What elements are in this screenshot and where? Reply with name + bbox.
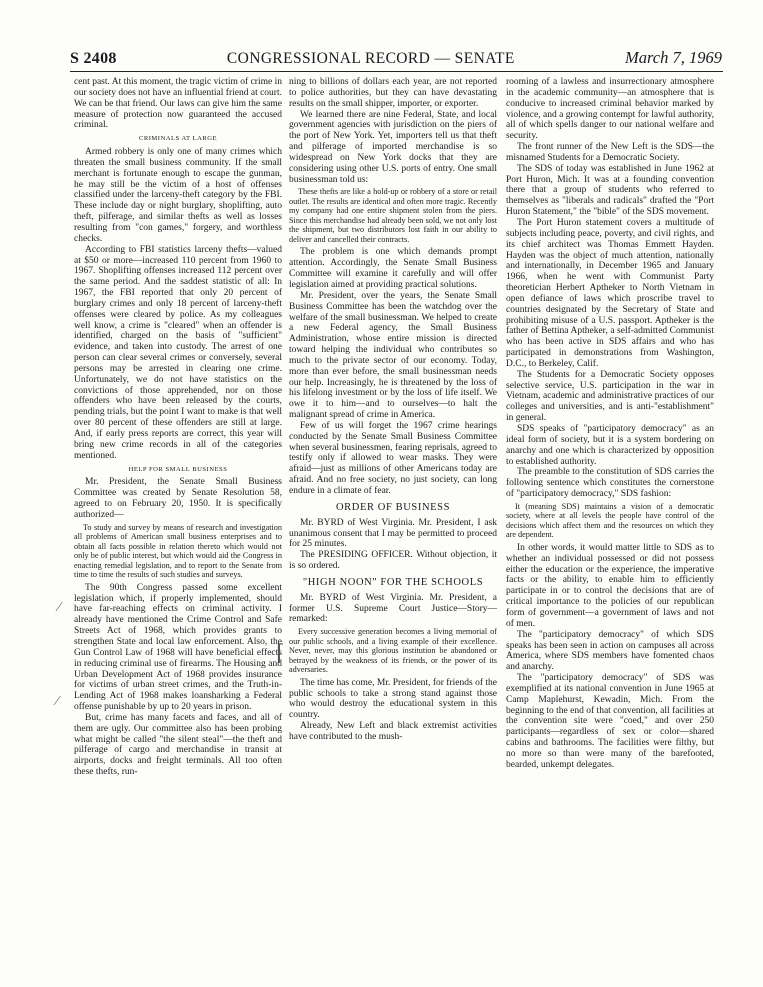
paragraph: The PRESIDING OFFICER. Without objection, it is so ordered.	[289, 550, 497, 572]
block-quote: It (meaning SDS) maintains a vision of a democratic society, where at all levels the people have control of the decisions which affect them and the resources on which they are dependent.	[506, 501, 714, 540]
paragraph: The front runner of the New Left is the SDS—the misnamed Students for a Democratic Society.	[506, 142, 714, 163]
section-subhead: CRIMINALS AT LARGE	[138, 135, 218, 143]
publication-title: CONGRESSIONAL RECORD — SENATE	[226, 50, 515, 67]
section-heading: "HIGH NOON" FOR THE SCHOOLS	[302, 576, 484, 588]
paragraph: Armed robbery is only one of many crimes which threaten the small business community. If the small merchant is fortunate enough to escape the gunman, he may still be the victim of a host of offenses classified under the larceny-theft category by the FBI. These include day or night burglary, shoplifting, auto theft, pilferage, and similar thefts as well as losses resulting from "con games," forgery, and worthless checks.	[74, 147, 282, 244]
paragraph: Mr. President, the Senate Small Business Committee was created by Senate Resolution 58, agreed to on February 20, 1950. It is specifically authorized—	[74, 477, 282, 520]
paragraph: According to FBI statistics larceny thefts—valued at $50 or more—increased 110 percent from 1960 to 1967. Shoplifting offenses increased 112 percent over the same period. And the saddest statistic of all: In 1967, the FBI reported that only 20 percent of burglary crimes and only 18 percent of larceny-theft offenses were cleared by police. As my colleagues well know, a crime is "cleared" when an offender is identified, charged on the basis of "sufficient" evidence, and taken into custody. The arrest of one person can clear several crimes or conversely, several persons may be arrested in clearing one crime. Unfortunately, we do not have statistics on the convictions of those apprehended, nor on those offenders who have been released by the courts, pending trials, but the point I want to make is that well over 80 percent of these offenders are still at large. And, if early press reports are correct, this year will bring new crime records in all of the categories mentioned.	[74, 244, 282, 461]
block-quote: Every successive generation becomes a living memorial of our public schools, and a living example of their excellence. Never, never, may this glorious institution be abandoned or betrayed by the weakness of its friends, or the power of its adversaries.	[289, 627, 497, 675]
paragraph: SDS speaks of "participatory democracy" as an ideal form of society, but it is a system bordering on anarchy and one which is characterized by opposition to established authority.	[506, 424, 714, 467]
page-number: S 2408	[70, 50, 117, 67]
text-column-2	[289, 77, 497, 977]
margin-bracket-mark: ⌈	[276, 640, 285, 665]
block-quote: These thefts are like a hold-up or robbery of a store or retail outlet. The results are identical and often more tragic. Recently my company had one entire shipment stolen from the piers. Since this merchandise had already been sold, we not only lost the shipment, but two distributors lost faith in our ability to deliver and cancelled their contracts.	[289, 187, 497, 244]
paragraph: But, crime has many facets and faces, and all of them are ugly. Our committee also has been probing what might be called "the silent steal"—the theft and pilferage of cargo and merchandise in transit at airports, docks and freight terminals. All too often these thefts, run-	[74, 712, 282, 778]
paragraph: The SDS of today was established in June 1962 at Port Huron, Mich. It was at a founding convention there that a group of students who referred to themselves as "liberals and radicals" drafted the "Port Huron Statement," the "bible" of the SDS movement.	[506, 163, 714, 218]
paragraph: cent past. At this moment, the tragic victim of crime in our society does not have an influential friend at court. We can be that friend. Our laws can give him the same measure of protection now guaranteed the accused criminal.	[74, 77, 282, 131]
paragraph: The time has come, Mr. President, for friends of the public schools to take a strong stand against those who would destroy the educational system in this country.	[289, 677, 497, 721]
paragraph: The Port Huron statement covers a multitude of subjects including peace, poverty, and civil rights, and its chief architect was Thomas Emmett Hayden. Hayden was the object of much attention, nationally and internationally, in December 1965 and January 1966, when he went with Communist Party theoretician Herbert Aptheker to North Vietnam in open defiance of laws which proscribe travel to countries designated by the Secretary of State and prohibiting misuse of a U.S. passport. Aptheker is the father of Bettina Aptheker, a self-admitted Communist who has been active in SDS affairs and who has participated in demonstrations from Washington, D.C., to Berkeley, Calif.	[506, 217, 714, 369]
section-subhead: HELP FOR SMALL BUSINESS	[128, 465, 228, 473]
margin-mark: ⁄	[56, 694, 59, 709]
paragraph: In other words, it would matter little to SDS as to whether an individual possessed or did not possess either the education or the experience, the imperative facts or the ability, to enable him to efficiently participate in or to control the decisions that are of critical importance to the policies of our republican form of government—a government of laws and not of men.	[506, 542, 714, 629]
page-header	[70, 48, 722, 70]
section-heading: ORDER OF BUSINESS	[335, 501, 451, 513]
margin-mark: ⁄	[58, 600, 61, 615]
paragraph: We learned there are nine Federal, State, and local government agencies with jurisdiction on the piers of the port of New York. Yet, importers tell us that theft and pilferage of imported merchandise is so widespread on New York docks that they are considering using other U.S. ports of entry. One small businessman told us:	[289, 109, 497, 185]
text-column-1	[74, 77, 282, 977]
paragraph: The "participatory democracy" of which SDS speaks has been seen in action on campuses all across America, where SDS members have fomented chaos and anarchy.	[506, 629, 714, 673]
paragraph: The problem is one which demands prompt attention. Accordingly, the Senate Small Business Committee will examine it carefully and will offer legislation aimed at providing practical solutions.	[289, 247, 497, 290]
block-quote: To study and survey by means of research and investigation all problems of American small business enterprises and to obtain all facts possible in relation thereto which would not only be of public interest, but which would aid the Congress in enacting remedial legislation, and to report to the Senate from time to time the results of such studies and surveys.	[74, 522, 282, 580]
paragraph: Mr. BYRD of West Virginia. Mr. President, a former U.S. Supreme Court Justice—Story—remarked:	[289, 592, 497, 625]
paragraph: The 90th Congress passed some excellent legislation which, if properly implemented, should have far-reaching effects on criminal activity. I already have mentioned the Crime Control and Safe Streets Act of 1968, which provides grants to strengthen State and local law enforcement. Also, the Gun Control Law of 1968 will have beneficial effects in reducing criminal use of firearms. The Housing and Urban Development Act of 1968 provides insurance for victims of urban street crimes, and the Truth-in-Lending Act of 1968 makes loansharking a Federal offense punishable by up to 20 years in prison.	[74, 582, 282, 713]
issue-date: March 7, 1969	[624, 48, 722, 67]
paragraph: Already, New Left and black extremist activities have contributed to the mush-	[289, 721, 497, 742]
paragraph: rooming of a lawless and insurrectionary atmosphere in the academic community—an atmosphere that is conducive to increased criminal behavior marked by violence, and a growing contempt for lawful authority, all of which spells danger to our national welfare and security.	[506, 77, 714, 142]
paragraph: Mr. BYRD of West Virginia. Mr. President, I ask unanimous consent that I may be permitted to proceed for 25 minutes.	[289, 517, 497, 550]
header-rule	[70, 71, 723, 72]
paragraph: The preamble to the constitution of SDS carries the following sentence which constitutes the cornerstone of "participatory democracy," SDS fashion:	[506, 467, 714, 500]
text-column-3	[506, 77, 714, 977]
paragraph: The Students for a Democratic Society opposes selective service, U.S. participation in the war in Vietnam, academic and administrative practices of our colleges and universities, and is anti-"establishment" in general.	[506, 369, 714, 424]
paragraph: ning to billions of dollars each year, are not reported to police authorities, but they can have devastating results on the small shipper, importer, or exporter.	[289, 77, 497, 109]
paragraph: The "participatory democracy" of SDS was exemplified at its national convention in June 1965 at Camp Maplehurst, Kewadin, Mich. From the beginning to the end of that convention, all facilities at the convention site were "coed," and over 250 participants—regardless of sex or color—shared cabins and bathrooms. The facilities were filthy, but no more so than were many of the barefooted, bearded, unkempt delegates.	[506, 673, 714, 770]
paragraph: Few of us will forget the 1967 crime hearings conducted by the Senate Small Business Committee when several businessmen, fearing reprisals, agreed to testify only if allowed to wear masks. They were afraid—just as millions of other Americans today are afraid. And no free society, no just society, can long endure in a climate of fear.	[289, 420, 497, 496]
paragraph: Mr. President, over the years, the Senate Small Business Committee has been the watchdog over the welfare of the small businessman. We helped to create a new Federal agency, the Small Business Administration, whose entire mission is directed toward helping the individual who contributes so much to the private sector of our economy. Today, more than ever before, the small businessman needs our help. Increasingly, he is threatened by the loss of his lifelong investment or by the loss of life itself. We owe it to him—and to ourselves—to halt the malignant spread of crime in America.	[289, 290, 497, 421]
